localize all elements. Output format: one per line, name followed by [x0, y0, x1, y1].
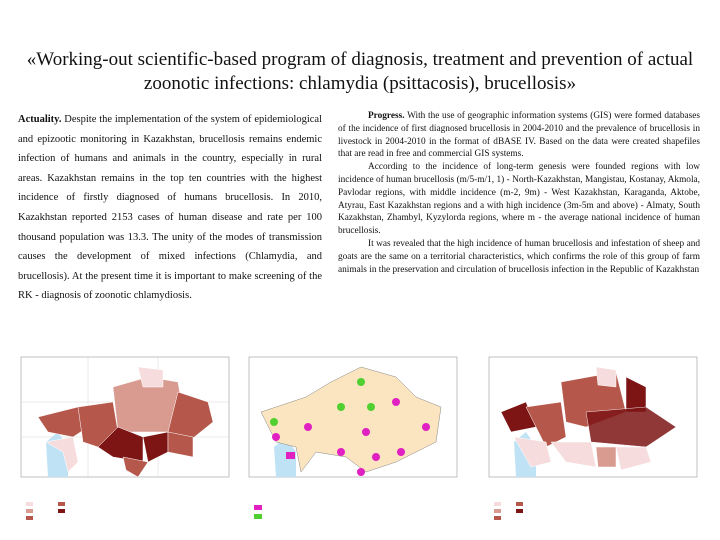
- map-livestock-prevalence: [486, 352, 701, 527]
- progress-heading: Progress.: [368, 111, 405, 121]
- progress-section: [338, 110, 700, 276]
- page-title: «Working-out scientific-based program of diagnosis, treatment and prevention of actual zoonotic infections: chlamydia (psittacosis), brucellosis»: [26, 49, 694, 94]
- actuality-heading: Actuality.: [18, 114, 62, 125]
- map-human-incidence: [18, 352, 233, 527]
- progress-paragraph-1: With the use of geographic information systems (GIS) were formed databases of the incidence of first diagnosed brucellosis in 2004-2010 and the prevalence of brucellosis in livestock in 2004-2010 in the format of dBASE IV. Based on the data were created shapefiles that are read in free and commercial GIS systems.: [338, 111, 700, 160]
- progress-paragraph-2: According to the incidence of long-term genesis were founded regions with low incidence of human brucellosis (m/5-m/1, 1) - North-Kazakhstan, Mangistau, Kostanay, Akmola, Pavlodar regions, with middle incidence (m-2, 9m) - West Kazakhstan, Karaganda, Aktobe, Atyrau, East Kazakhstan regions and a with high incidence (3m-5m and above) - Almaty, South Kazakhstan, Zhambyl, Kyzylorda regions, where m - the average national incidence of human brucellosis.: [338, 162, 700, 237]
- actuality-text: Despite the implementation of the system of epidemiological and epizootic monitoring in Kazakhstan, brucellosis remains endemic infection of humans and animals in the country, especially in rural areas. Kazakhstan remains in the top ten countries with the highest incidence of firstly diagnosed of humans brucellosis. In 2010, Kazakhstan reported 2153 cases of human disease and rate per 100 thousand population was 13.3. The unity of the modes of transmission causes the development of mixed infections (Chlamydia, and brucellosis). At the present time it is important to make screening of the RK - diagnosis of zoonotic chlamydiosis.: [18, 114, 323, 302]
- progress-paragraph-3: It was revealed that the high incidence of human brucellosis and infestation of sheep and goats are the same on a territorial characteristics, which confirms the role of this group of farm animals in the preservation and circulation of brucellosis infection in the Republic of Kazakhstan: [338, 238, 700, 275]
- actuality-section: [18, 110, 322, 306]
- map-chlamydia: [246, 352, 461, 527]
